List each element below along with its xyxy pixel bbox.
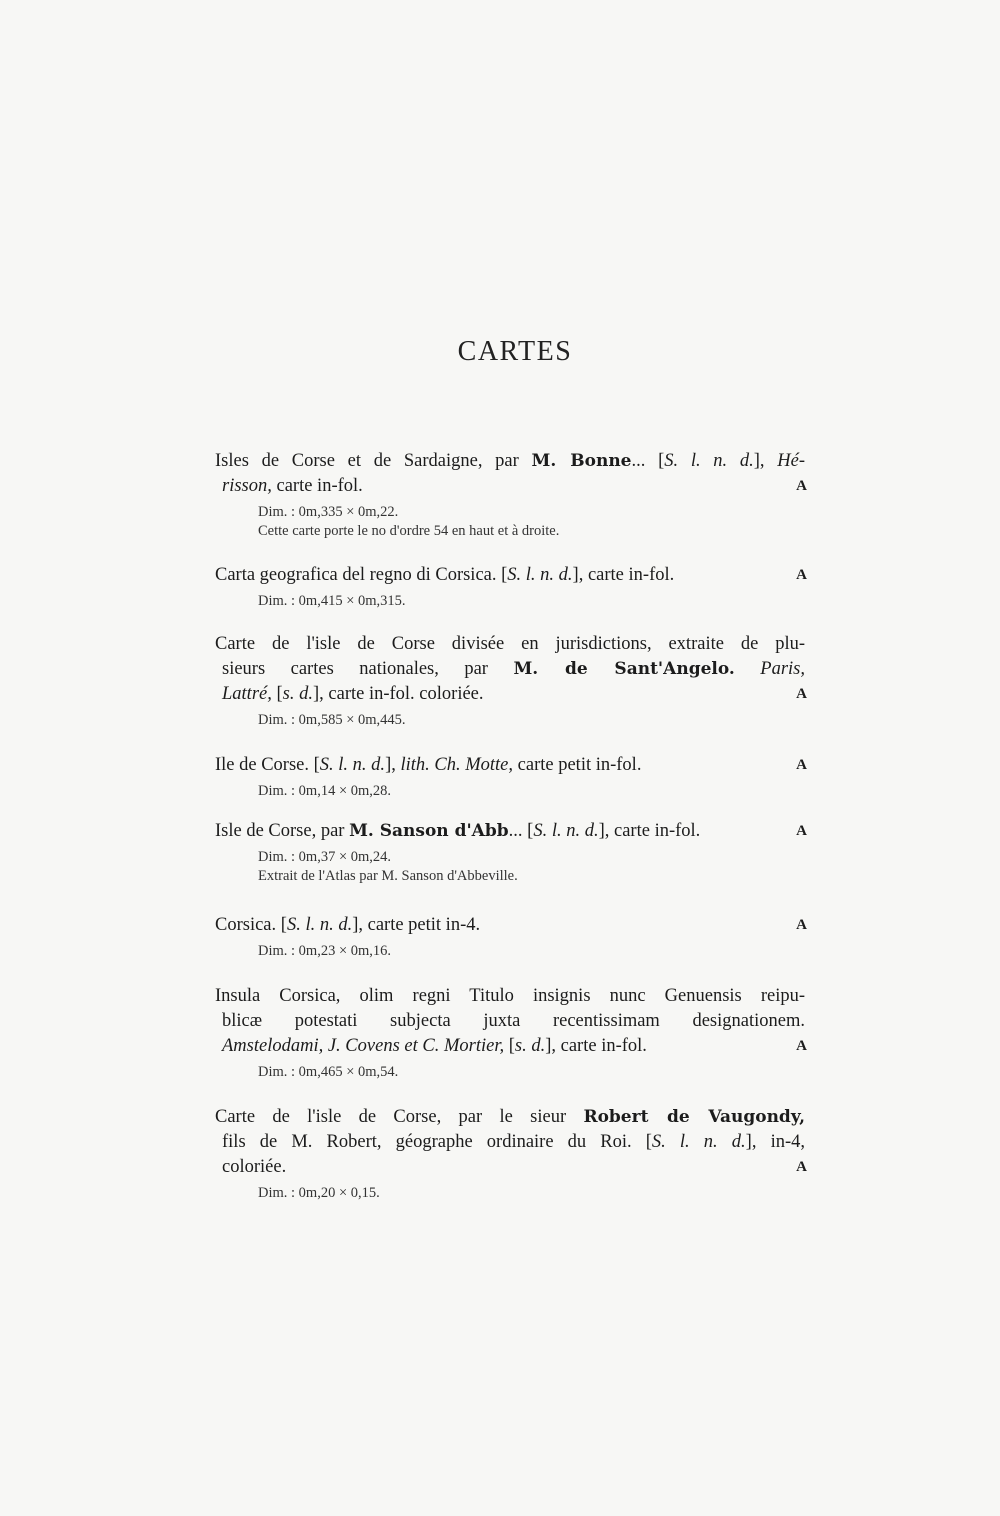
entry-line: Carta geografica del regno di Corsica. [S. l. n. d.], carte in-fol. A [215, 563, 805, 588]
availability-mark: A [796, 478, 807, 494]
dimensions: Dim. : 0m,14 × 0m,28. [258, 783, 392, 799]
entry-line: Ile de Corse. [S. l. n. d.], lith. Ch. Motte, carte petit in-fol. A [215, 753, 805, 778]
entry-line: coloriée. A [215, 1155, 805, 1180]
page-title: CARTES [457, 336, 573, 367]
entry-line: fils de M. Robert, géographe ordinaire du Roi. [S. l. n. d.], in-4, [222, 1132, 806, 1152]
availability-mark: A [796, 567, 807, 583]
dimensions: Dim. : 0m,585 × 0m,445. [258, 712, 406, 728]
entry-note: Cette carte porte le no d'ordre 54 en haut et à droite. [258, 523, 560, 539]
map-entry [215, 632, 805, 730]
map-entry [215, 449, 805, 541]
availability-mark: A [796, 1159, 807, 1175]
entry-line: sieurs cartes nationales, par M. de Sant'Angelo. Paris, [222, 659, 806, 679]
dimensions: Dim. : 0m,335 × 0m,22. [258, 504, 399, 520]
map-entry [215, 913, 805, 961]
availability-mark: A [796, 1038, 807, 1054]
entry-line: Isle de Corse, par M. Sanson d'Abb... [S. l. n. d.], carte in-fol. A [215, 819, 805, 844]
dimensions: Dim. : 0m,23 × 0m,16. [258, 943, 392, 959]
map-entry [215, 984, 805, 1082]
entry-line: risson, carte in-fol. A [215, 474, 805, 499]
entry-line: blicæ potestati subjecta juxta recentissimam designationem. [222, 1011, 805, 1031]
dimensions: Dim. : 0m,415 × 0m,315. [258, 593, 406, 609]
dimensions: Dim. : 0m,20 × 0,15. [258, 1185, 380, 1201]
entry-note: Extrait de l'Atlas par M. Sanson d'Abbeville. [258, 868, 518, 884]
map-entry [215, 563, 805, 611]
entry-line: Amstelodami, J. Covens et C. Mortier, [s. d.], carte in-fol. A [215, 1034, 805, 1059]
entry-line: Carte de l'isle de Corse, par le sieur Robert de Vaugondy, [215, 1107, 805, 1127]
entry-line: Corsica. [S. l. n. d.], carte petit in-4. A [215, 913, 805, 938]
dimensions: Dim. : 0m,465 × 0m,54. [258, 1064, 399, 1080]
entry-line: Insula Corsica, olim regni Titulo insignis nunc Genuensis reipu- [215, 986, 805, 1006]
availability-mark: A [796, 686, 807, 702]
availability-mark: A [796, 823, 807, 839]
dimensions: Dim. : 0m,37 × 0m,24. [258, 849, 392, 865]
map-entry [215, 753, 805, 801]
map-entry [215, 1105, 805, 1203]
entry-line: Isles de Corse et de Sardaigne, par M. Bonne... [S. l. n. d.], Hé- [215, 451, 805, 471]
map-entry [215, 819, 805, 886]
entry-line: Lattré, [s. d.], carte in-fol. coloriée. A [215, 682, 805, 707]
entry-line: Carte de l'isle de Corse divisée en jurisdictions, extraite de plu- [215, 634, 805, 654]
availability-mark: A [796, 757, 807, 773]
availability-mark: A [796, 917, 807, 933]
